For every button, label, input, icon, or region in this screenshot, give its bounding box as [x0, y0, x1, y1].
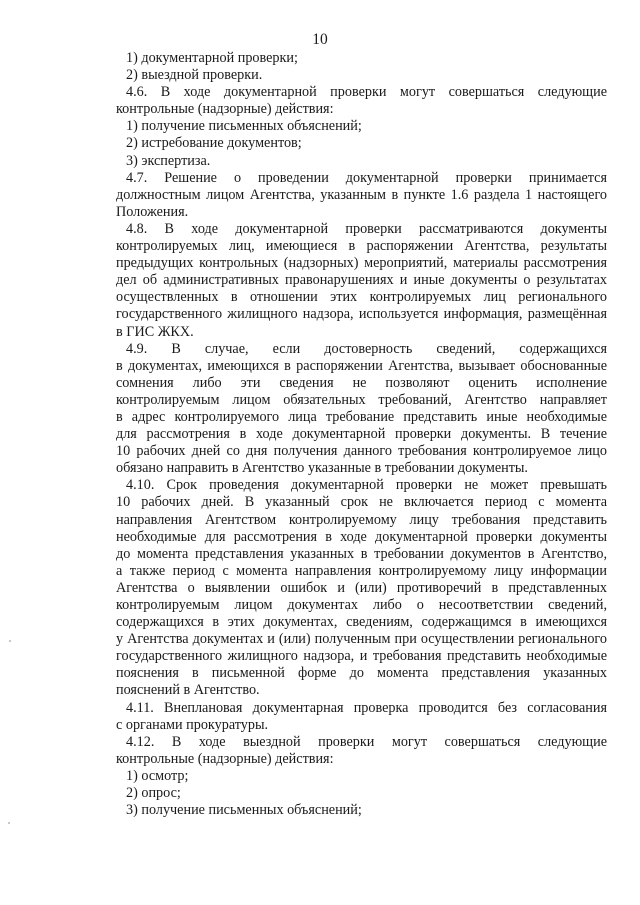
- text-line: а также период с момента направления контролируемому лицу информации: [116, 562, 607, 579]
- text-line: дел об административных правонарушениях и иные документы о результатах: [116, 272, 607, 289]
- text-line: 4.12. В ходе выездной проверки могут совершаться следующие: [126, 733, 607, 750]
- text-line: контрольные (надзорные) действия:: [116, 750, 334, 767]
- text-line: направления Агентством контролируемому лицу требования представить: [116, 511, 607, 528]
- text-line: Агентства о выявлении ошибок и (или) противоречий в представленных: [116, 579, 607, 596]
- text-line: государственного жилищного надзора, используется информация, размещённая: [116, 306, 607, 323]
- text-line: 1) получение письменных объяснений;: [126, 118, 362, 135]
- text-line: государственного жилищного надзора, и требования представить необходимые: [116, 648, 607, 665]
- text-line: сомнения либо эти сведения не позволяют оценить исполнение: [116, 374, 607, 391]
- text-line: должностным лицом Агентства, указанным в пункте 1.6 раздела 1 настоящего: [116, 186, 607, 203]
- text-line: 4.10. Срок проведения документарной проверки не может превышать: [126, 477, 607, 494]
- text-line: 4.6. В ходе документарной проверки могут совершаться следующие: [126, 84, 607, 101]
- text-line: для рассмотрения в ходе документарной проверки документы. В течение: [116, 426, 607, 443]
- page-number: 10: [312, 31, 328, 48]
- text-line: контрольные (надзорные) действия:: [116, 101, 334, 118]
- text-line: у Агентства документах и (или) полученным при осуществлении регионального: [116, 631, 607, 648]
- text-line: 1) документарной проверки;: [126, 50, 298, 66]
- text-line: 2) опрос;: [126, 785, 181, 802]
- text-line: 10 рабочих дней. В указанный срок не включается период с момента: [116, 494, 607, 511]
- text-line: 10 рабочих дней со дня получения данного требования контролируемое лицо: [116, 443, 607, 460]
- scan-artifact: [8, 822, 10, 824]
- text-line: пояснений в Агентство.: [116, 682, 260, 699]
- text-line: до момента представления указанных в требовании документов в Агентство,: [116, 545, 607, 562]
- text-line: в адрес контролируемого лица требование представить иные необходимые: [116, 408, 607, 425]
- text-line: пояснения в письменной форме до момента представления указанных: [116, 665, 607, 682]
- text-line: 4.11. Внеплановая документарная проверка проводится без согласования: [126, 699, 607, 716]
- document-body: [116, 50, 607, 819]
- text-line: обязано направить в Агентство указанные в требовании документы.: [116, 460, 528, 477]
- text-line: 4.8. В ходе документарной проверки рассматриваются документы: [126, 220, 607, 237]
- text-line: 3) получение письменных объяснений;: [126, 802, 362, 819]
- text-line: содержащихся в этих документах, сведениям, содержащимся в имеющихся: [116, 614, 607, 631]
- text-line: в ГИС ЖКХ.: [116, 323, 194, 340]
- text-line: 1) осмотр;: [126, 767, 189, 784]
- text-line: контролируемым лицом документах либо о несоответствии сведений,: [116, 597, 607, 613]
- text-line: с органами прокуратуры.: [116, 716, 269, 733]
- text-line: 4.7. Решение о проведении документарной проверки принимается: [126, 169, 607, 186]
- text-line: 4.9. В случае, если достоверность сведений, содержащихся: [126, 340, 607, 357]
- text-line: предыдущих контрольных (надзорных) мероприятий, материалы рассмотрения: [116, 255, 607, 272]
- text-line: 3) экспертиза.: [126, 152, 211, 169]
- text-line: необходимые для рассмотрения в ходе документарной проверки документы: [116, 528, 607, 545]
- text-line: 2) выездной проверки.: [126, 67, 263, 84]
- text-line: контролируемых лиц, имеющиеся в распоряжении Агентства, результаты: [116, 238, 607, 255]
- scan-artifact: [9, 640, 11, 642]
- text-line: осуществленных в отношении этих контролируемых лиц регионального: [116, 289, 607, 306]
- text-line: Положения.: [116, 203, 189, 220]
- text-line: 2) истребование документов;: [126, 135, 302, 152]
- text-line: в документах, имеющихся в распоряжении Агентства, вызывает обоснованные: [116, 357, 607, 374]
- text-line: контролируемым лицом обязательных требований, Агентство направляет: [116, 391, 607, 408]
